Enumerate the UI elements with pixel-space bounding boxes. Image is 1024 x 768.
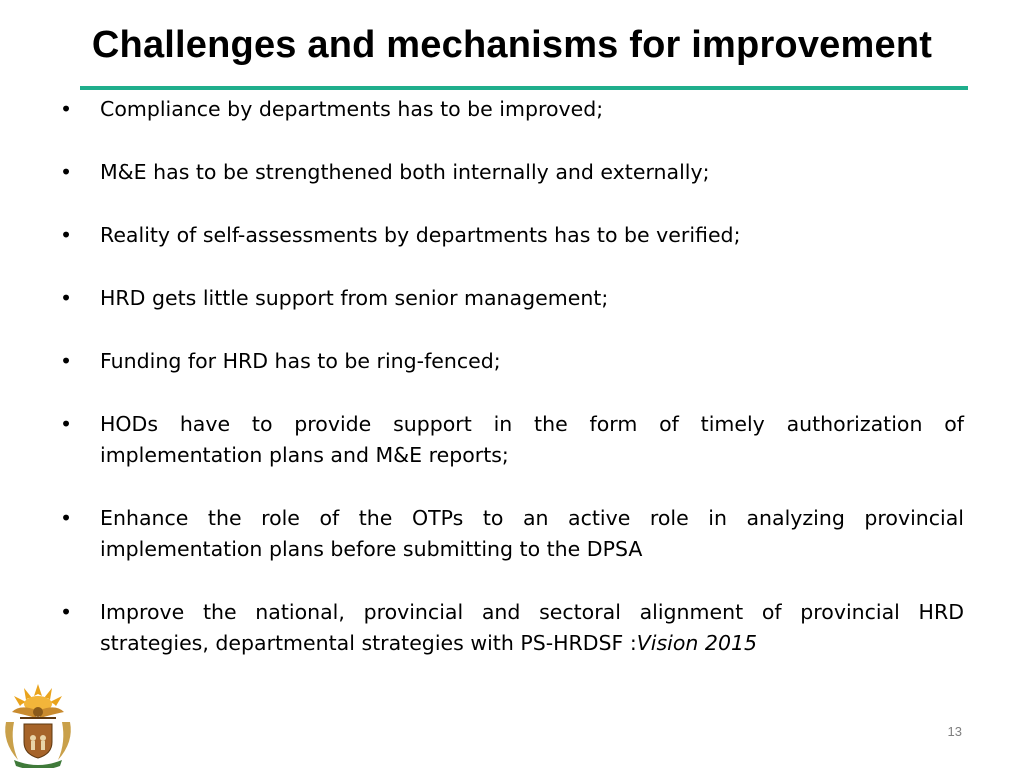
list-item (60, 597, 964, 659)
list-item (60, 409, 964, 471)
bullet-icon: • (60, 412, 73, 436)
bullet-text: Funding for HRD has to be ring-fenced; (100, 349, 501, 373)
list-item (60, 94, 964, 125)
bullet-text-italic: Vision 2015 (636, 631, 758, 655)
list-item (60, 220, 964, 251)
coat-of-arms-icon (0, 682, 76, 768)
list-item (60, 503, 964, 565)
bullet-text: M&E has to be strengthened both internally and externally; (100, 160, 710, 184)
bullet-icon: • (60, 506, 73, 530)
bullet-icon: • (60, 600, 73, 624)
title-underline (80, 86, 968, 90)
list-item (60, 283, 964, 314)
bullet-text: Enhance the role of the OTPs to an active role in analyzing provincial implementation plans before submitting to the DPSA (100, 506, 964, 561)
bullet-list (60, 92, 964, 691)
bullet-icon: • (60, 160, 73, 184)
bullet-text: HRD gets little support from senior management; (100, 286, 609, 310)
bullet-icon: • (60, 223, 73, 247)
bullet-text: HODs have to provide support in the form of timely authorization of implementation plans and M&E reports; (100, 412, 964, 467)
page-number: 13 (947, 724, 962, 739)
bullet-text: Compliance by departments has to be improved; (100, 97, 604, 121)
slide-title: Challenges and mechanisms for improvement (91, 24, 933, 66)
bullet-icon: • (60, 97, 73, 121)
bullet-icon: • (60, 349, 73, 373)
bullet-icon: • (60, 286, 73, 310)
bullet-text: Improve the national, provincial and sectoral alignment of provincial HRD strategies, departmental strategies with PS-HRDSF : (100, 600, 964, 655)
bullet-text: Reality of self-assessments by departments has to be verified; (100, 223, 741, 247)
list-item (60, 346, 964, 377)
list-item (60, 157, 964, 188)
